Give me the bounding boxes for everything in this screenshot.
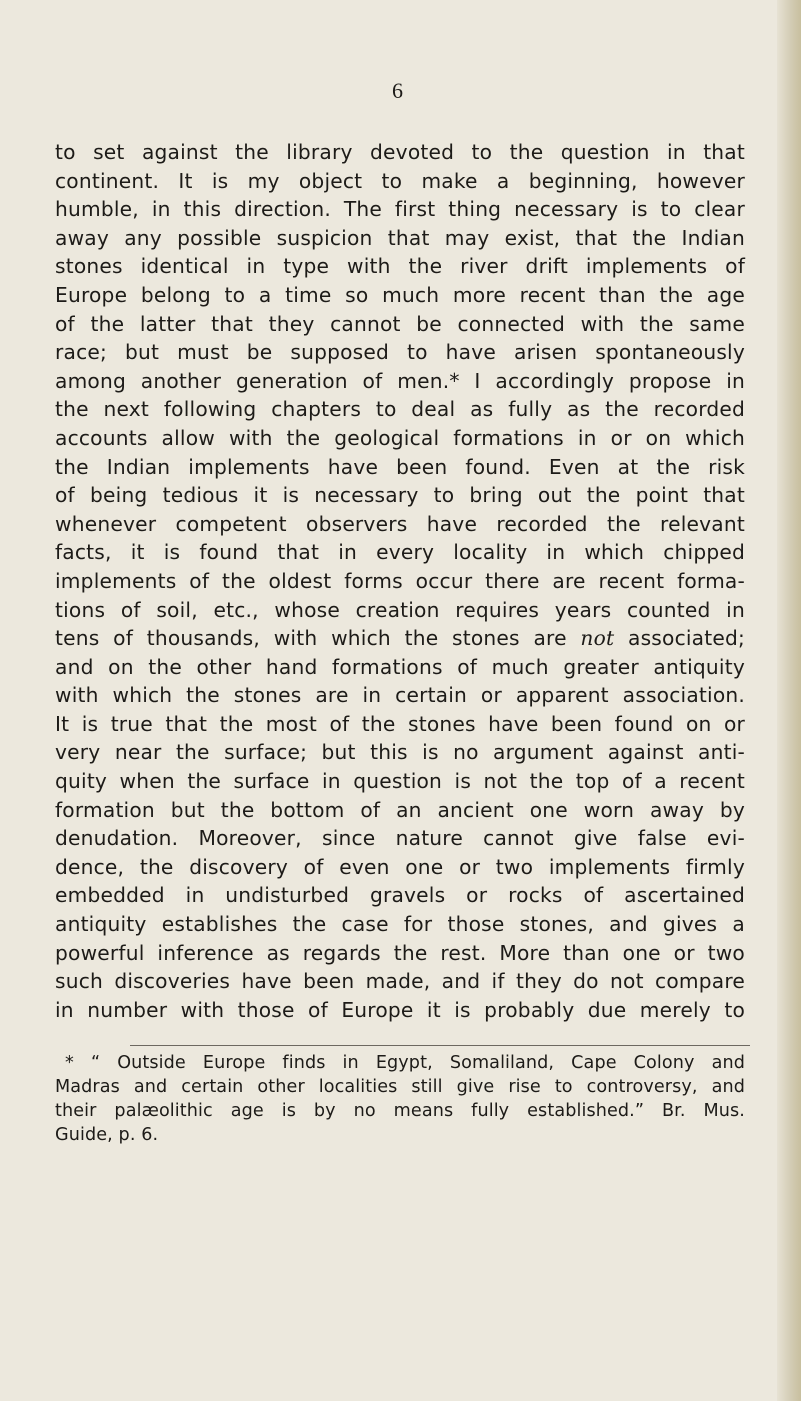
body-line: tens of thousands, with which the stones are not associated; [55, 626, 745, 651]
body-line: tions of soil, etc., whose creation requires years counted in [55, 597, 745, 622]
footnote-separator-rule [130, 1045, 750, 1046]
body-line: quity when the surface in question is not the top of a recent [55, 769, 745, 794]
footnote-line: Madras and certain other localities still give rise to controversy, and [55, 1077, 745, 1097]
body-line: of the latter that they cannot be connected with the same [55, 311, 745, 336]
body-line: stones identical in type with the river drift implements of [55, 254, 745, 279]
body-line: accounts allow with the geological formations in or on which [55, 425, 745, 450]
body-line: whenever competent observers have recorded the relevant [55, 511, 745, 536]
body-line: with which the stones are in certain or apparent association. [55, 683, 745, 708]
body-line: and on the other hand formations of much greater antiquity [55, 654, 745, 679]
body-line: denudation. Moreover, since nature cannot give false evi- [55, 826, 745, 851]
page-number: 6 [392, 78, 403, 103]
body-line: embedded in undisturbed gravels or rocks of ascertained [55, 883, 745, 908]
page-edge-shadow [777, 0, 801, 1401]
emphasis-not: not [580, 626, 615, 651]
body-line: the Indian implements have been found. Even at the risk [55, 454, 745, 479]
body-line: to set against the library devoted to the question in that [55, 140, 745, 164]
body-line: powerful inference as regards the rest. More than one or two [55, 940, 745, 965]
body-line: of being tedious it is necessary to bring out the point that [55, 483, 745, 508]
body-line: in number with those of Europe it is probably due merely to [55, 997, 745, 1022]
footnote [55, 1051, 745, 1147]
body-line: among another generation of men.* I accordingly propose in [55, 368, 745, 393]
body-line: dence, the discovery of even one or two implements firmly [55, 854, 745, 879]
body-line: facts, it is found that in every locality in which chipped [55, 540, 745, 565]
body-line: very near the surface; but this is no argument against anti- [55, 740, 745, 765]
body-line: formation but the bottom of an ancient one worn away by [55, 797, 745, 822]
body-line: race; but must be supposed to have arisen spontaneously [55, 340, 745, 365]
body-line: Europe belong to a time so much more recent than the age [55, 282, 745, 307]
body-line: antiquity establishes the case for those stones, and gives a [55, 912, 745, 937]
footnote-line: * “ Outside Europe finds in Egypt, Somaliland, Cape Colony and [65, 1053, 745, 1073]
body-paragraph [55, 138, 745, 1024]
body-line: It is true that the most of the stones have been found on or [55, 711, 745, 736]
footnote-line: their palæolithic age is by no means fully established.” Br. Mus. [55, 1101, 745, 1121]
body-line: humble, in this direction. The first thing necessary is to clear [55, 197, 745, 222]
body-line: implements of the oldest forms occur there are recent forma- [55, 568, 745, 593]
body-line: away any possible suspicion that may exist, that the Indian [55, 225, 745, 250]
body-line: continent. It is my object to make a beginning, however [55, 168, 745, 193]
body-line: the next following chapters to deal as fully as the recorded [55, 397, 745, 422]
body-line: such discoveries have been made, and if they do not compare [55, 969, 745, 994]
footnote-line: Guide, p. 6. [55, 1125, 159, 1145]
